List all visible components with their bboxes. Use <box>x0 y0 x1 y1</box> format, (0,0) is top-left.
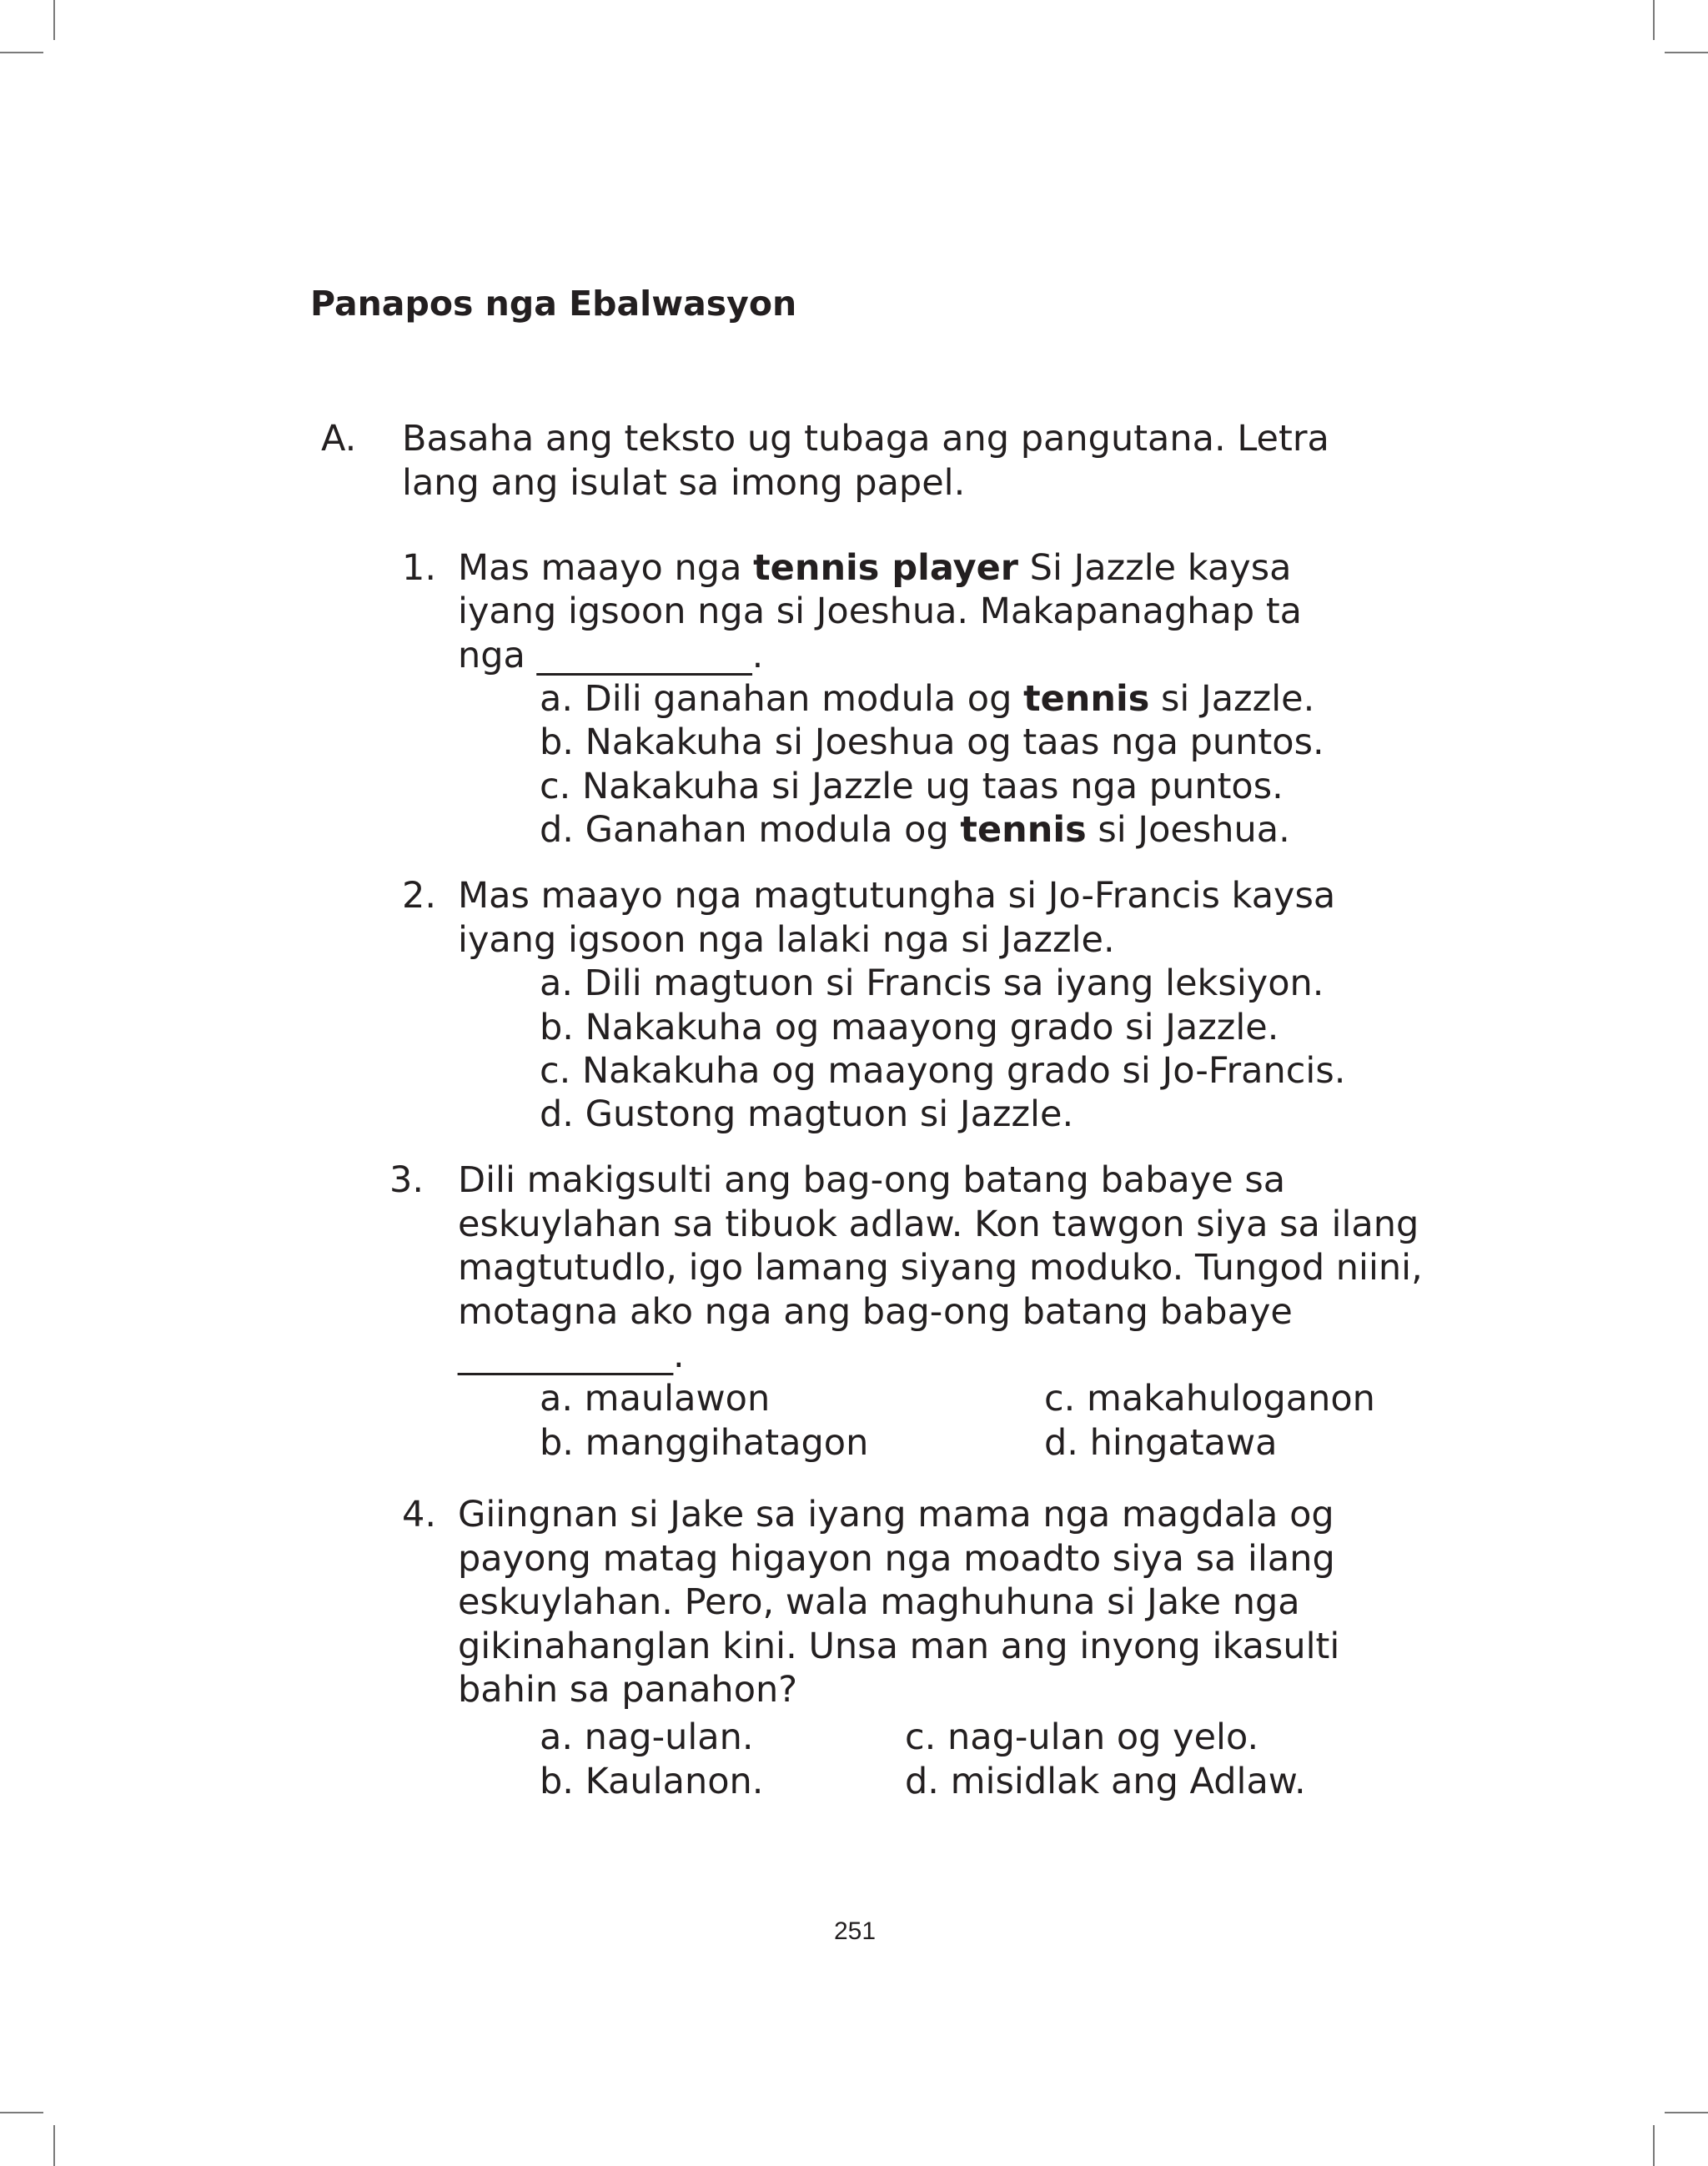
answer-choice-b: b. manggihatagon <box>540 1422 869 1464</box>
question-text-part: Si Jazzle kaysa <box>1017 547 1292 589</box>
page-heading: Panapos nga Ebalwasyon <box>310 284 797 324</box>
answer-blank: ____________. <box>458 1334 685 1376</box>
question-text: magtutudlo, igo lamang siyang moduko. Tungod niini, <box>458 1247 1423 1289</box>
answer-choice-a: a. Dili magtuon si Francis sa iyang leksiyon. <box>540 962 1324 1004</box>
question-text: Mas maayo nga magtutungha si Jo-Francis kaysa <box>458 875 1336 917</box>
answer-choice-a: a. maulawon <box>540 1378 771 1420</box>
choice-text-part: a. Dili ganahan modula og <box>540 678 1024 720</box>
answer-choice-b: b. Nakakuha si Joeshua og taas nga puntos. <box>540 721 1324 763</box>
answer-choice-c: c. Nakakuha si Jazzle ug taas nga puntos. <box>540 766 1284 807</box>
answer-choice-a <box>540 677 1314 721</box>
answer-choice-d: d. misidlak ang Adlaw. <box>905 1761 1306 1802</box>
instruction-line: Basaha ang teksto ug tubaga ang pangutana. Letra <box>402 418 1329 460</box>
answer-choice-c: c. nag-ulan og yelo. <box>905 1716 1259 1758</box>
bold-term: tennis player <box>753 547 1018 589</box>
question-text: payong matag higayon nga moadto siya sa ilang <box>458 1538 1335 1580</box>
question-text <box>458 546 1292 590</box>
choice-text-part: si Joeshua. <box>1086 809 1290 851</box>
answer-choice-d <box>540 808 1290 852</box>
question-text-part: Mas maayo nga <box>458 547 754 589</box>
question-text: Dili makigsulti ang bag-ong batang babaye sa <box>458 1159 1286 1201</box>
crop-mark <box>1665 52 1708 53</box>
question-text: motagna ako nga ang bag-ong batang babaye <box>458 1291 1293 1333</box>
crop-mark <box>53 2125 55 2166</box>
answer-choice-d: d. hingatawa <box>1044 1422 1278 1464</box>
question-text: iyang igsoon nga lalaki nga si Jazzle. <box>458 919 1115 961</box>
question-text: eskuylahan. Pero, wala maghuhuna si Jake nga <box>458 1581 1300 1623</box>
question-text: bahin sa panahon? <box>458 1669 798 1711</box>
bold-term: tennis <box>1023 678 1150 720</box>
section-marker: A. <box>321 418 357 460</box>
crop-mark <box>1653 2125 1655 2166</box>
answer-choice-d: d. Gustong magtuon si Jazzle. <box>540 1093 1074 1135</box>
bold-term: tennis <box>960 809 1087 851</box>
answer-choice-a: a. nag-ulan. <box>540 1716 754 1758</box>
question-number: 2. <box>402 875 437 917</box>
question-number: 3. <box>389 1159 424 1201</box>
question-text: Giingnan si Jake sa iyang mama nga magdala og <box>458 1494 1334 1535</box>
answer-choice-c: c. Nakakuha og maayong grado si Jo-Francis. <box>540 1050 1346 1092</box>
page-number: 251 <box>834 1917 877 1945</box>
choice-text-part: si Jazzle. <box>1149 678 1315 720</box>
crop-mark <box>0 2112 43 2113</box>
instruction-line: lang ang isulat sa imong papel. <box>402 462 966 504</box>
answer-choice-c: c. makahuloganon <box>1044 1378 1375 1420</box>
question-number: 1. <box>402 547 437 589</box>
choice-text-part: d. Ganahan modula og <box>540 809 961 851</box>
question-text: nga ____________. <box>458 635 764 676</box>
question-number: 4. <box>402 1494 437 1535</box>
crop-mark <box>1653 0 1655 40</box>
question-text: eskuylahan sa tibuok adlaw. Kon tawgon siya sa ilang <box>458 1204 1419 1245</box>
crop-mark <box>1665 2112 1708 2113</box>
crop-mark <box>0 52 43 53</box>
answer-choice-b: b. Kaulanon. <box>540 1761 764 1802</box>
answer-choice-b: b. Nakakuha og maayong grado si Jazzle. <box>540 1007 1279 1048</box>
question-text: iyang igsoon nga si Joeshua. Makapanaghap ta <box>458 590 1303 632</box>
crop-mark <box>53 0 55 40</box>
question-text: gikinahanglan kini. Unsa man ang inyong ikasulti <box>458 1626 1340 1667</box>
